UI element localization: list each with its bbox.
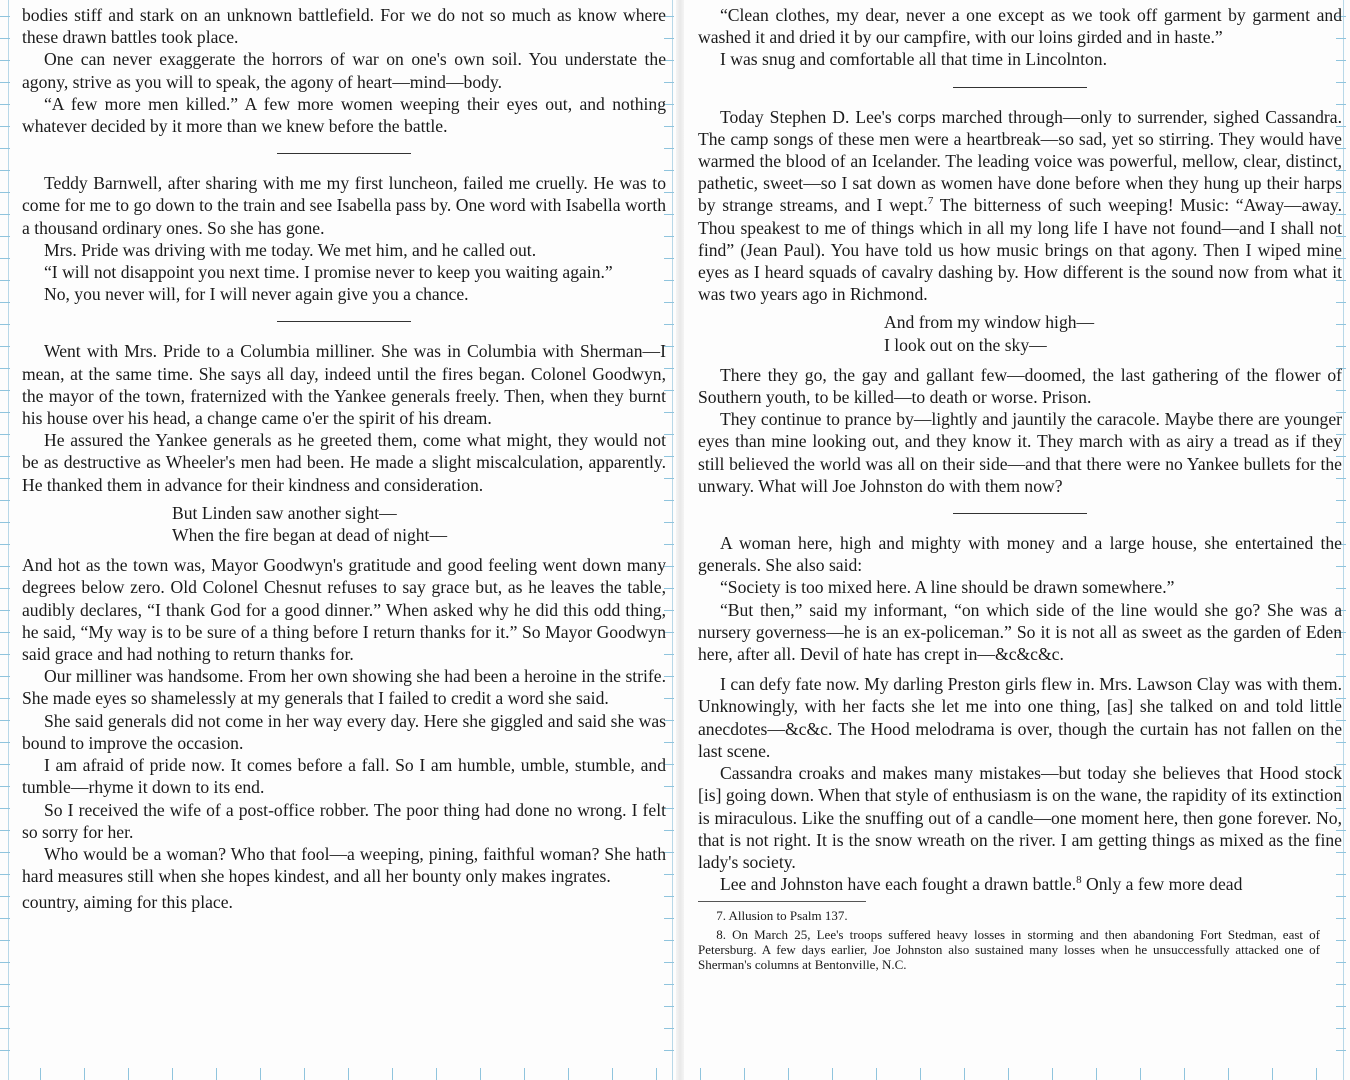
paragraph: Who would be a woman? Who that fool—a weeping, pining, faithful woman? She hath hard measures still when she hopes kindest, and all her bounty only makes ingrates. (22, 843, 666, 887)
footnote-8: 8. On March 25, Lee's troops suffered heavy losses in storming and then abandoning Fort Stedman, east of Petersburg. A few days earlier, Joe Johnston also sustained many losses when he unsuccessfully attacked one of Sherman's columns at Bentonville, N.C. (698, 927, 1320, 973)
verse-line: I look out on the sky— (884, 334, 1047, 355)
paragraph: They continue to prance by—lightly and jauntily the caracole. Maybe there are younger eyes than mine looking out, and they know it. They march with as airy a tread as if they still believed the world was all on their side—and that there were no Yankee bullets for the unwary. What will Joe Johnston do with them now? (698, 409, 1342, 496)
paragraph: No, you never will, for I will never again give you a chance. (44, 284, 469, 305)
continuation-line: country, aiming for this place. (22, 892, 233, 913)
section-lincolnton (698, 4, 1342, 71)
paragraph: She said generals did not come in her way every day. Here she giggled and said she was bound to improve the occasion. (22, 710, 666, 753)
section-battle (22, 4, 666, 137)
paragraph-text: Only a few more dead (1081, 874, 1243, 895)
section-teddy-barnwell (22, 172, 666, 305)
verse-quote (22, 502, 666, 546)
paragraph: Teddy Barnwell, after sharing with me my first luncheon, failed me cruelly. He was to come for me to go down to the train and see Isabella pass by. One word with Isabella worth a thousand ordinary ones. So she has gone. (22, 173, 666, 238)
paragraph: Our milliner was handsome. From her own showing she had been a heroine in the strife. She made eyes so shamelessly at my generals that I failed to credit a word she said. (22, 666, 666, 709)
footnote-7: 7. Allusion to Psalm 137. (716, 908, 848, 924)
section-society (698, 532, 1342, 895)
paragraph: There they go, the gay and gallant few—doomed, the last gathering of the flower of Southern youth, to be killed—to death or worse. Prison. (698, 364, 1342, 408)
verse-line: And from my window high— (884, 312, 1095, 333)
paragraph-text: The bitterness of such weeping! Music: “Away—away. Thou speakest to me of things which in all my long life I have not found—and I shall not find” (Jean Paul). You have told us how music brings on that agony. Then I wiped mine eyes as I heard squads of cavalry dashing by. How different is the sound now from what it was two years ago in Richmond. (698, 195, 1342, 305)
section-divider (277, 321, 411, 322)
paragraph: So I received the wife of a post-office robber. The poor thing had done no wrong. I felt so sorry for her. (22, 799, 666, 842)
paragraph: Went with Mrs. Pride to a Columbia milliner. She was in Columbia with Sherman—I mean, at the same time. She says all day, indeed until the fires began. Colonel Goodwyn, the mayor of the town, fraternized with the Yankee generals freely. Then, when they burnt his house over his head, a change came o'er the spirit of his dream. (22, 341, 666, 429)
verse-line: But Linden saw another sight— (172, 502, 397, 523)
paragraph: “Clean clothes, my dear, never a one except as we took off garment by garment and washed it and dried it by our campfire, with our loins girded and in haste.” (698, 5, 1342, 48)
paragraph-text: Today Stephen D. Lee's corps marched through—only to surrender, sighed Cassandra. The camp songs of these men were a heartbreak—so sad, yet so stirring. They would have warmed the blood of an Icelander. The leading voice was powerful, mellow, clear, distinct, pathetic, sweet—so I sat down as women have done before when they hung up their harps by strange streams, and I wept. (698, 106, 1342, 216)
right-page (684, 0, 1350, 1080)
paragraph: I was snug and comfortable all that time in Lincolnton. (720, 49, 1107, 70)
footnote-ref[interactable]: 8 (1076, 874, 1082, 887)
section-divider (277, 153, 411, 154)
paragraph: I can defy fate now. My darling Preston girls flew in. Mrs. Lawson Clay was with them. Unknowingly, with her facts she let me into one thing, [as] she talked on and told little anecdotes—&c&c. The Hood melodrama is over, though the curtain has not fallen on the last scene. (698, 674, 1342, 761)
paragraph: Cassandra croaks and makes many mistakes—but today she believes that Hood stock [is] going down. When that style of enthusiasm is on the wane, the rapidity of its extinction is miraculous. Like the snuffing out of a candle—one moment here, then gone forever. No, that is not right. It is the snow wreath on the river. I am getting things as mixed as the fine lady's society. (698, 763, 1342, 872)
paragraph: And hot as the town was, Mayor Goodwyn's gratitude and good feeling went down many degrees below zero. Old Colonel Chesnut refuses to say grace but, as he leaves the table, audibly declares, “I thank God for a good dinner.” When asked why he did this odd thing, he said, “My way is to be sure of a thing before I return thanks for it.” So Mayor Goodwyn said grace and had nothing to return thanks for. (22, 555, 666, 665)
paragraph: Mrs. Pride was driving with me today. We met him, and he called out. (44, 239, 537, 260)
paragraph-text: Lee and Johnston have each fought a drawn battle. (720, 874, 1077, 895)
paragraph (698, 873, 1342, 895)
paragraph: He assured the Yankee generals as he greeted them, come what might, they would not be as destructive as Wheeler's men had been. He made a slight miscalculation, apparently. He thanked them in advance for their kindness and consideration. (22, 430, 666, 495)
verse-line: When the fire began at dead of night— (172, 525, 448, 546)
footnote-ref[interactable]: 7 (927, 195, 934, 208)
paragraph: A woman here, high and mighty with money and a large house, she entertained the generals. She also said: (698, 533, 1342, 576)
verse-quote (698, 311, 1342, 355)
paragraph: bodies stiff and stark on an unknown battlefield. For we do not so much as know where these drawn battles took place. (22, 5, 666, 48)
paragraph: One can never exaggerate the horrors of war on one's own soil. You understate the agony, strive as you will to speak, the agony of heart—mind—body. (22, 49, 666, 92)
section-lee-corps (698, 106, 1342, 497)
paragraph: I am afraid of pride now. It comes before a fall. So I am humble, umble, stumble, and tumble—rhyme it down to its end. (22, 755, 666, 798)
section-divider (953, 513, 1087, 514)
footnotes-rule (698, 901, 866, 904)
paragraph: “A few more men killed.” A few more women weeping their eyes out, and nothing whatever decided by it more than we knew before the battle. (22, 93, 666, 137)
section-divider (953, 87, 1087, 88)
paragraph (698, 106, 1342, 306)
paragraph: “Society is too mixed here. A line should be drawn somewhere.” (720, 577, 1175, 598)
footnotes (698, 908, 1342, 972)
paragraph: “But then,” said my informant, “on which side of the line would she go? She was a nursery governess—he is an ex-policeman.” So it is not all as sweet as the garden of Eden here, after all. Devil of hate has crept in—&c&c&c. (698, 599, 1342, 665)
paragraph: “I will not disappoint you next time. I promise never to keep you waiting again.” (44, 262, 613, 283)
page-gutter (676, 0, 684, 1080)
section-milliner (22, 340, 666, 887)
